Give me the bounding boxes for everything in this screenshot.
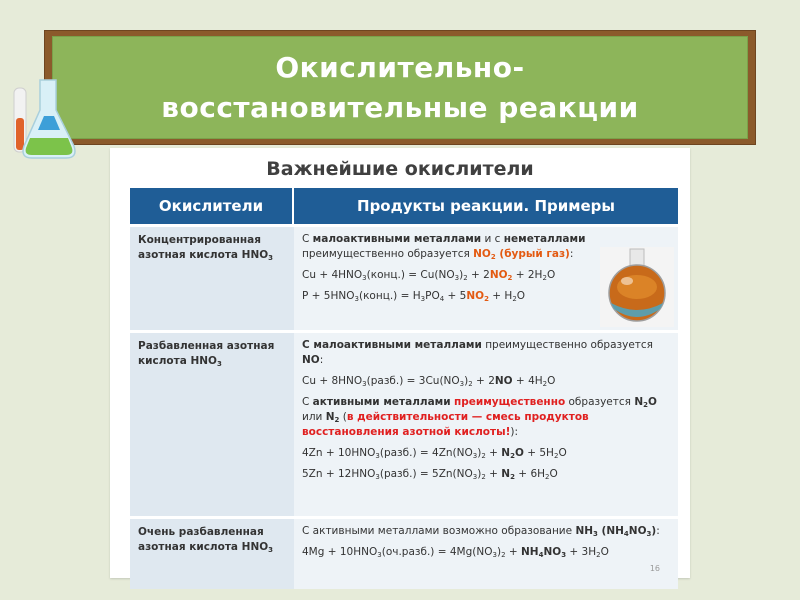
section-subtitle: Важнейшие окислители — [266, 158, 534, 180]
products-cell — [294, 227, 678, 330]
equation-line: $5Zn + 12HNO_3(разб.) = 5Zn(NO_3)_2 + N_2 + 6H_2O$ — [302, 468, 558, 481]
oxidizer-name: Очень разбавленная азотная кислота $HNO_3$ — [138, 526, 274, 554]
text-fragment: ): — [510, 426, 518, 438]
table-header — [130, 188, 678, 224]
text-fragment-bold: неметаллами — [503, 233, 586, 245]
oxidizer-cell — [130, 227, 294, 330]
column-header-products: Продукты реакции. Примеры — [294, 188, 678, 224]
content-card — [110, 148, 690, 578]
table-row — [130, 330, 678, 516]
equation-line: $Cu + 4HNO_3(конц.) = Cu(NO_3)_2 + 2NO_2 + 2H_2O$ — [302, 269, 556, 282]
oxidizer-name: Разбавленная азотная кислота $HNO_3$ — [138, 340, 275, 368]
text-fragment: : — [569, 248, 574, 260]
text-fragment: С активными металлами возможно образование — [302, 525, 576, 537]
description-line: С активными металлами возможно образование $NH_3$ $(NH_4NO_3)$: — [302, 525, 660, 538]
text-fragment: : — [656, 525, 660, 537]
oxidizer-cell — [130, 333, 294, 516]
equation-line: $Cu + 8HNO_3(разб.) = 3Cu(NO_3)_2 + 2NO + 4H_2O$ — [302, 375, 556, 388]
oxidizer-cell — [130, 519, 294, 589]
text-fragment: и с — [481, 233, 504, 245]
chemistry-flask-icon — [8, 70, 83, 165]
text-fragment: С — [302, 233, 313, 245]
slide-title: Окислительно-восстановительные реакции — [161, 50, 639, 124]
highlight-orange: $NO_2$ (бурый газ) — [473, 248, 570, 261]
page-number: 16 — [649, 564, 660, 573]
text-fragment: или — [302, 411, 326, 423]
highlight-red: в действительности — смесь продуктов восстановления азотной кислоты! — [302, 411, 589, 438]
text-fragment: С — [302, 396, 313, 408]
text-fragment: ( — [339, 411, 347, 423]
description-line — [302, 232, 602, 262]
highlight-red: преимущественно — [453, 396, 566, 408]
text-fragment: : — [319, 354, 324, 366]
text-fragment: образуется — [565, 396, 635, 408]
equation-line: $4Zn + 10HNO_3(разб.) = 4Zn(NO_3)_2 + N_2O + 5H_2O$ — [302, 447, 567, 460]
column-header-oxidizers: Окислители — [130, 188, 294, 224]
oxidizer-name: Концентрированная азотная кислота $HNO_3$ — [138, 234, 274, 262]
description-line: С активными металлами преимущественно образуется $N_2O$ или $N_2$ (в действительности — смесь продуктов восстановления азотной кислоты!): — [302, 396, 657, 438]
text-fragment-bold: активными металлами — [312, 396, 451, 408]
equation-line: $4Mg + 10HNO_3(оч.разб.) = 4Mg(NO_3)_2 + NH_4NO_3 + 3H_2O$ — [302, 546, 609, 559]
text-fragment: преимущественно образуется — [481, 339, 653, 351]
text-fragment-bold: малоактивными металлами — [312, 233, 482, 245]
table-row — [130, 516, 678, 589]
round-flask-brown-gas-icon — [600, 247, 674, 327]
text-fragment-bold: С малоактивными металлами — [302, 339, 482, 351]
equation-line: $P + 5HNO_3(конц.) = H_3PO_4 + 5NO_2 + H_2O$ — [302, 290, 526, 303]
oxidizers-table — [130, 188, 678, 589]
table-row — [130, 224, 678, 330]
title-banner — [52, 36, 748, 139]
text-fragment-bold: NO — [302, 354, 320, 366]
description-line — [302, 338, 672, 368]
text-fragment: преимущественно образуется — [302, 248, 474, 260]
products-cell — [294, 333, 678, 516]
products-cell — [294, 519, 678, 589]
